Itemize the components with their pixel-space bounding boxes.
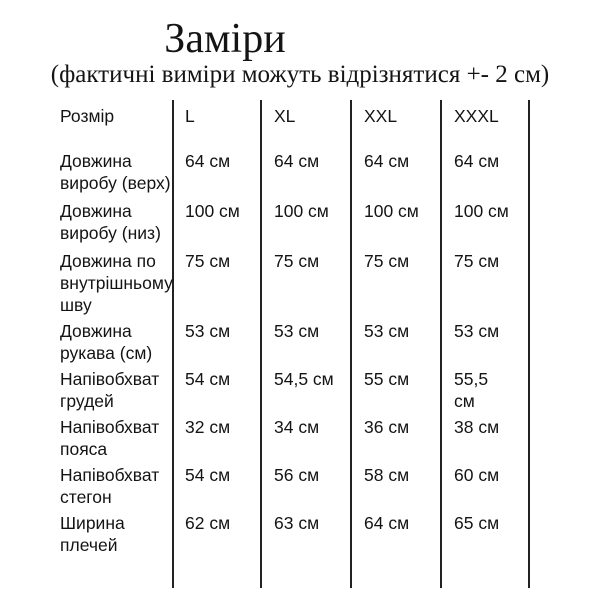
- size-value: 60 см: [454, 465, 500, 485]
- column-divider: [528, 100, 530, 588]
- row-label: Довжина по: [60, 251, 156, 271]
- size-value: 53 см: [364, 321, 410, 341]
- row-label: плечей: [60, 535, 118, 555]
- row-label: Напівобхват: [60, 465, 160, 485]
- column-divider: [260, 100, 262, 588]
- row-label: Довжина: [60, 321, 132, 341]
- row-label: Напівобхват: [60, 369, 160, 389]
- size-value: 34 см: [274, 417, 320, 437]
- size-value: 38 см: [454, 417, 500, 437]
- size-table: [0, 100, 600, 600]
- row-label: Довжина: [60, 201, 132, 221]
- size-value: 75 см: [185, 251, 231, 271]
- header-size-xxxl: XXXL: [454, 106, 499, 126]
- size-value: 55,5: [454, 369, 489, 389]
- size-value: 54 см: [185, 465, 231, 485]
- size-value: 55 см: [364, 369, 410, 389]
- size-value: 100 см: [274, 201, 329, 221]
- size-value: 36 см: [364, 417, 410, 437]
- row-label: рукава (см): [60, 343, 153, 363]
- size-value: 100 см: [185, 201, 240, 221]
- size-value: 53 см: [454, 321, 500, 341]
- row-label: внутрішньому: [60, 273, 173, 293]
- size-value: 64 см: [274, 151, 320, 171]
- header-size-label: Розмір: [60, 106, 115, 126]
- row-label: стегон: [60, 487, 112, 507]
- size-value: 54 см: [185, 369, 231, 389]
- size-value: см: [454, 391, 475, 411]
- size-value: 53 см: [185, 321, 231, 341]
- size-value: 63 см: [274, 513, 320, 533]
- size-value: 64 см: [364, 513, 410, 533]
- header-size-l: L: [185, 106, 195, 126]
- size-value: 100 см: [364, 201, 419, 221]
- size-value: 56 см: [274, 465, 320, 485]
- size-value: 64 см: [454, 151, 500, 171]
- size-value: 53 см: [274, 321, 320, 341]
- size-value: 62 см: [185, 513, 231, 533]
- page-subtitle: (фактичні виміри можуть відрізнятися +- 2 см): [50, 61, 550, 88]
- size-value: 58 см: [364, 465, 410, 485]
- size-value: 65 см: [454, 513, 500, 533]
- size-value: 64 см: [185, 151, 231, 171]
- size-value: 100 см: [454, 201, 509, 221]
- row-label: Напівобхват: [60, 417, 160, 437]
- size-value: 64 см: [364, 151, 410, 171]
- size-value: 75 см: [454, 251, 500, 271]
- size-value: 54,5 см: [274, 369, 334, 389]
- size-value: 75 см: [274, 251, 320, 271]
- header-size-xl: XL: [274, 106, 296, 126]
- header-size-xxl: XXL: [364, 106, 398, 126]
- row-label: шву: [60, 295, 92, 315]
- row-label: виробу (низ): [60, 223, 161, 243]
- column-divider: [172, 100, 174, 588]
- row-label: пояса: [60, 439, 108, 459]
- column-divider: [350, 100, 352, 588]
- size-value: 32 см: [185, 417, 231, 437]
- size-value: 75 см: [364, 251, 410, 271]
- page-title: Заміри: [164, 16, 286, 62]
- column-divider: [440, 100, 442, 588]
- row-label: Довжина: [60, 151, 132, 171]
- row-label: Ширина: [60, 513, 125, 533]
- row-label: виробу (верх): [60, 173, 171, 193]
- row-label: грудей: [60, 391, 114, 411]
